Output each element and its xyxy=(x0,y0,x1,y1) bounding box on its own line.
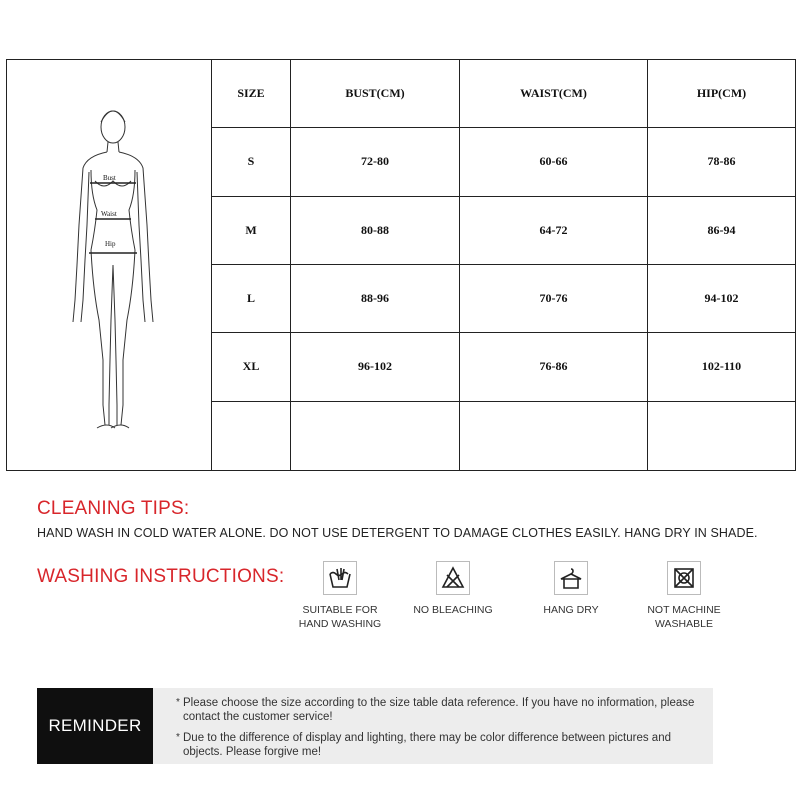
body-measurement-figure xyxy=(7,60,212,470)
hang-dry-icon xyxy=(554,561,588,595)
bullet-star: * xyxy=(176,732,180,743)
hip-label: Hip xyxy=(105,240,116,248)
wash-label: NO BLEACHING xyxy=(413,604,493,616)
cleaning-tips-title: CLEANING TIPS: xyxy=(37,498,190,519)
reminder-note-text: Please choose the size according to the size table data reference. If you have no information, please contact the customer service! xyxy=(183,697,695,723)
bust-cell xyxy=(291,402,460,470)
body-figure-cell xyxy=(7,60,212,470)
wash-item-no-bleach xyxy=(398,561,508,618)
waist-cell xyxy=(460,402,648,470)
hip-cell: 94-102 xyxy=(648,265,795,333)
waist-cell: 70-76 xyxy=(460,265,648,333)
size-cell: L xyxy=(212,265,291,333)
waist-cell: 64-72 xyxy=(460,197,648,265)
reminder-note xyxy=(176,731,713,759)
bullet-star: * xyxy=(176,697,180,708)
no-bleach-icon xyxy=(436,561,470,595)
wash-label: NOT MACHINE WASHABLE xyxy=(647,604,721,630)
hip-cell: 102-110 xyxy=(648,333,795,401)
washing-instructions-title: WASHING INSTRUCTIONS: xyxy=(37,566,285,587)
header-bust: BUST(CM) xyxy=(291,60,460,128)
no-machine-wash-icon xyxy=(667,561,701,595)
size-cell xyxy=(212,402,291,470)
waist-cell: 60-66 xyxy=(460,128,648,196)
bust-cell: 96-102 xyxy=(291,333,460,401)
wash-item-hand-wash xyxy=(285,561,395,631)
header-size: SIZE xyxy=(212,60,291,128)
waist-cell: 76-86 xyxy=(460,333,648,401)
bust-cell: 88-96 xyxy=(291,265,460,333)
hip-cell: 78-86 xyxy=(648,128,795,196)
reminder-note xyxy=(176,696,713,724)
hip-cell xyxy=(648,402,795,470)
cleaning-tips-text: HAND WASH IN COLD WATER ALONE. DO NOT USE DETERGENT TO DAMAGE CLOTHES EASILY. HANG DRY IN SHADE. xyxy=(37,526,758,540)
reminder-title: REMINDER xyxy=(37,688,153,764)
reminder-panel xyxy=(153,688,713,764)
header-waist: WAIST(CM) xyxy=(460,60,648,128)
bust-cell: 72-80 xyxy=(291,128,460,196)
wash-item-hang-dry xyxy=(516,561,626,618)
size-cell: M xyxy=(212,197,291,265)
hand-wash-icon xyxy=(323,561,357,595)
hip-cell: 86-94 xyxy=(648,197,795,265)
reminder-note-text: Due to the difference of display and lighting, there may be color difference between pictures and objects. Please forgive me! xyxy=(183,732,671,758)
header-hip: HIP(CM) xyxy=(648,60,795,128)
size-cell: XL xyxy=(212,333,291,401)
bust-label: Bust xyxy=(103,174,116,182)
size-chart-table xyxy=(6,59,796,471)
wash-label: SUITABLE FOR HAND WASHING xyxy=(298,604,382,630)
size-cell: S xyxy=(212,128,291,196)
wash-item-no-machine-wash xyxy=(629,561,739,631)
size-grid xyxy=(212,60,795,470)
bust-cell: 80-88 xyxy=(291,197,460,265)
waist-label: Waist xyxy=(101,210,117,218)
wash-label: HANG DRY xyxy=(543,604,599,616)
